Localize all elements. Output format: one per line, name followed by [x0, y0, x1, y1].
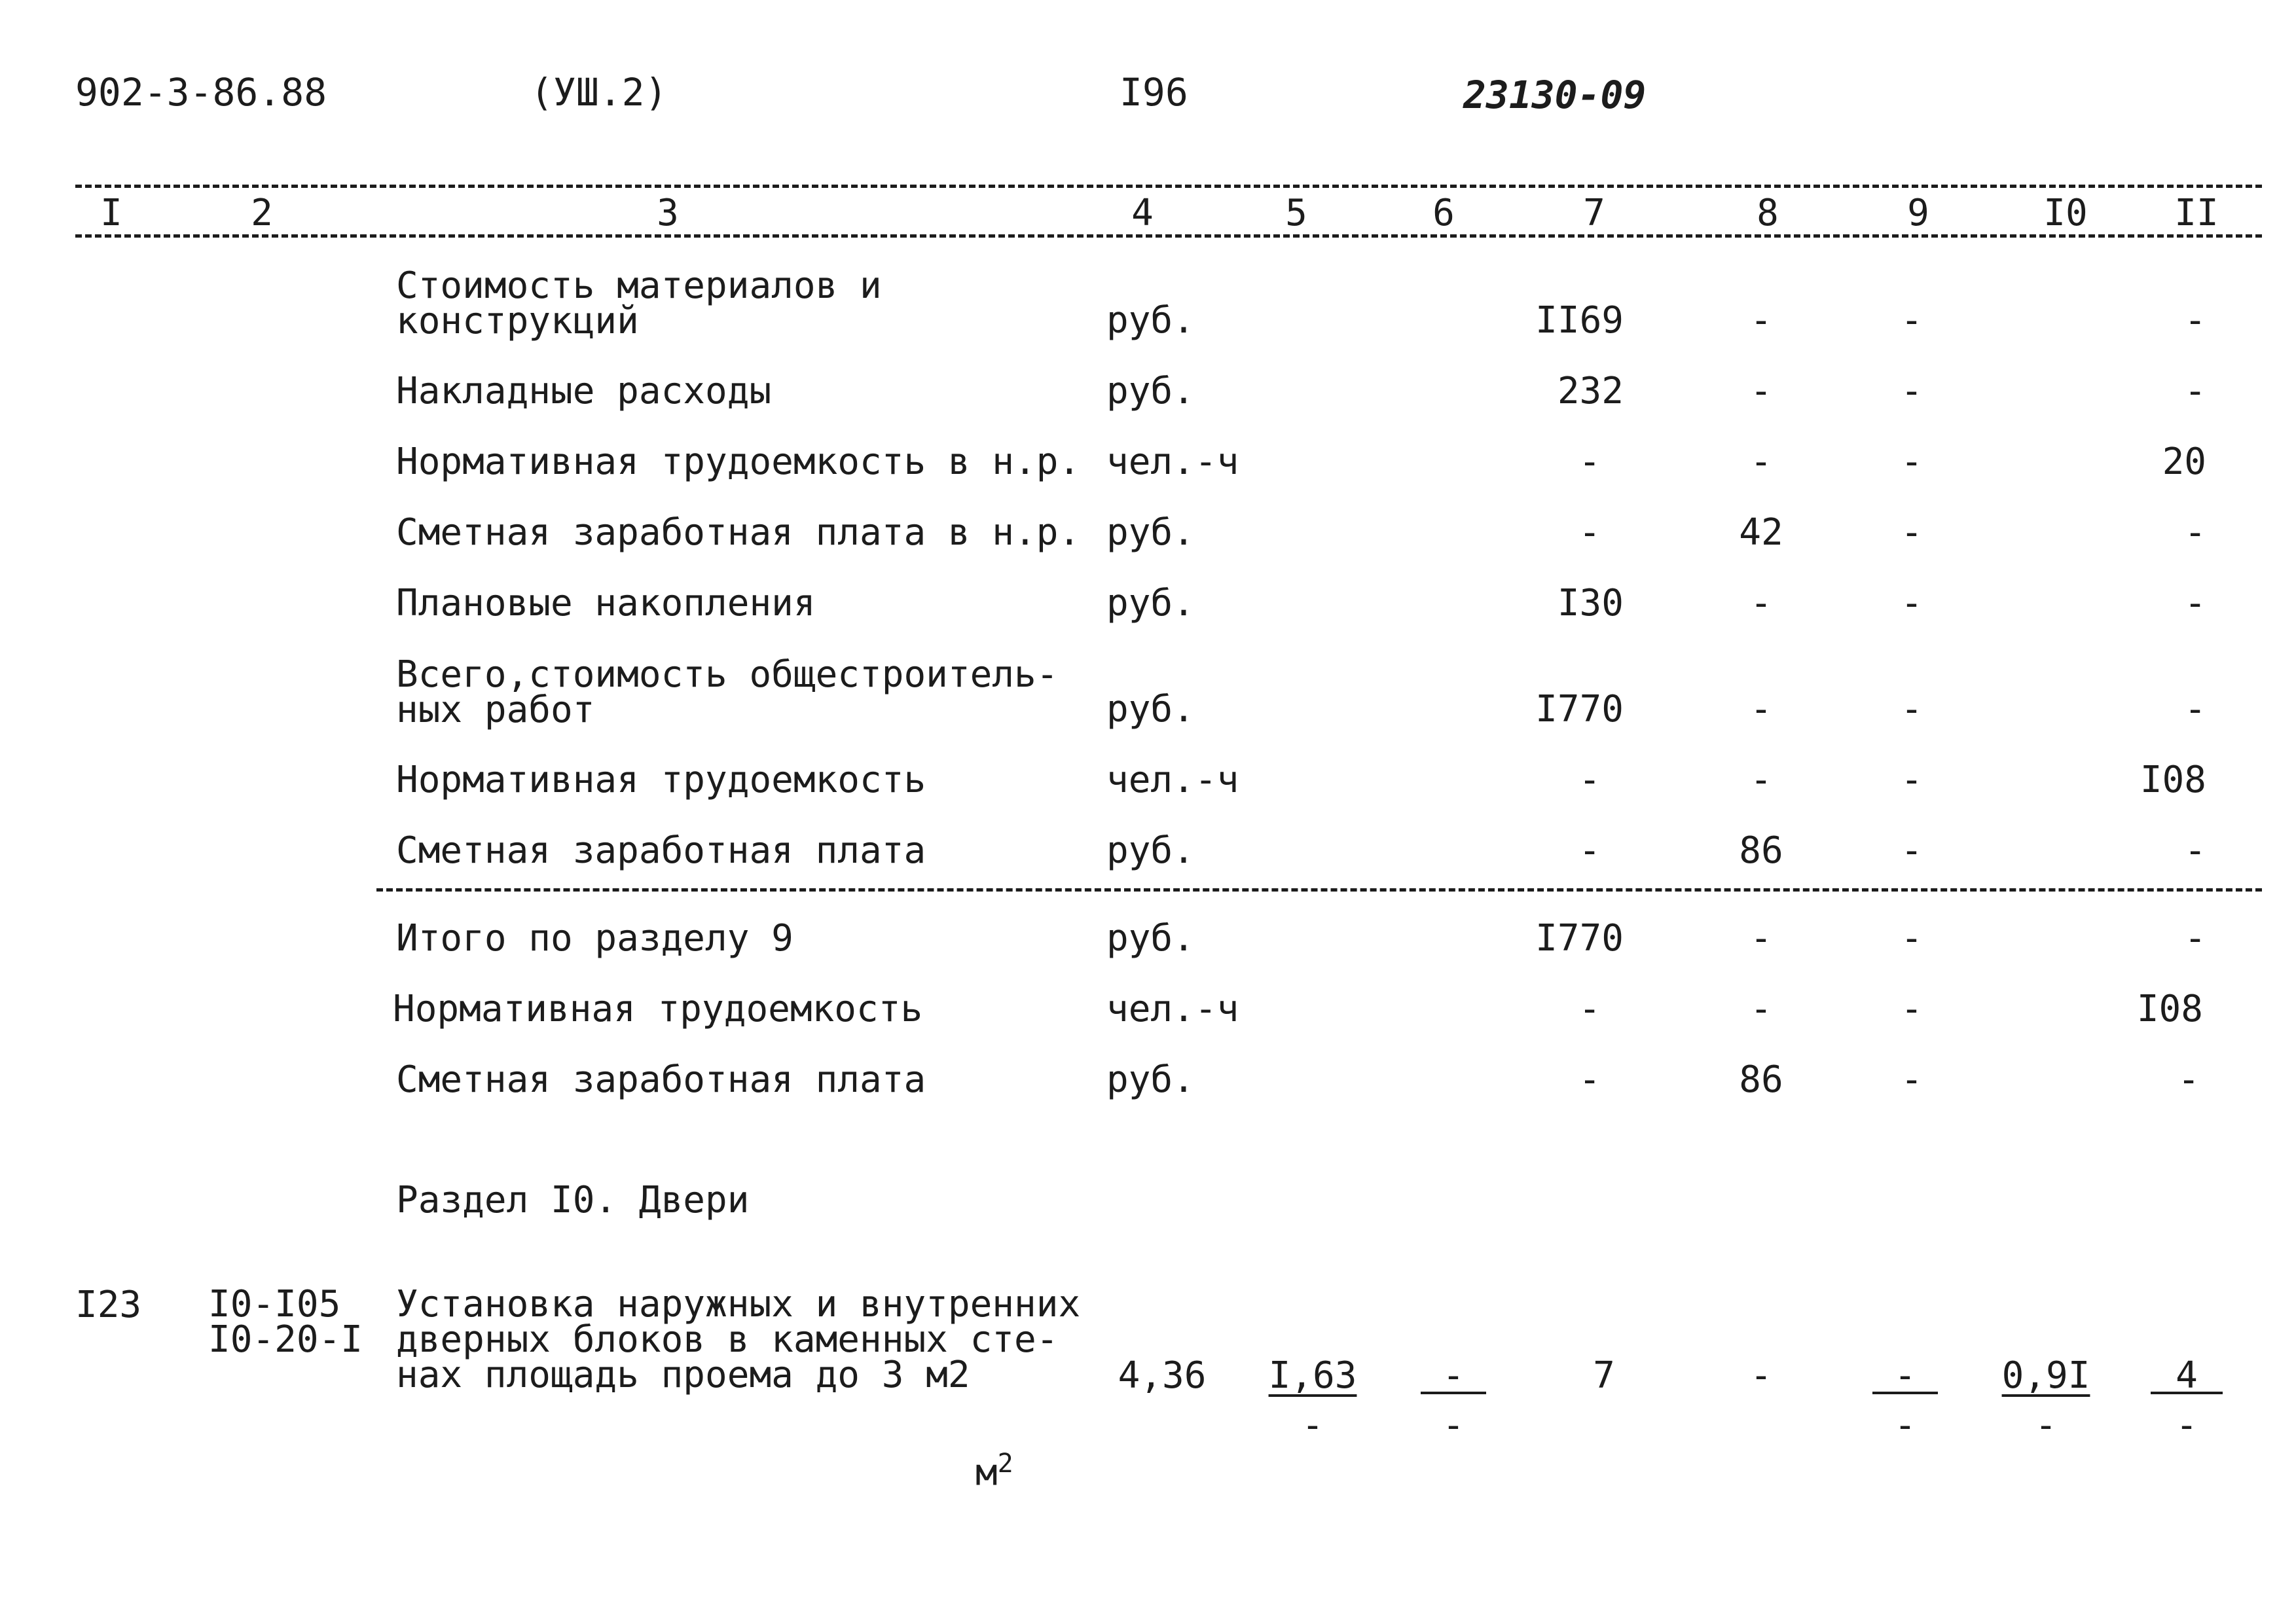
item-name: Установка наружных и внутренних дверных блоков в каменных сте- нах площадь проема до 3 м2: [396, 1283, 1081, 1396]
column-header: 7: [1583, 192, 1605, 234]
column-header: 6: [1432, 192, 1455, 234]
total-name: Итого по разделу 9: [396, 917, 793, 960]
item-c11-rule: [2151, 1392, 2223, 1394]
row-c11: -: [2184, 299, 2206, 342]
item-c6-rule: [1421, 1392, 1486, 1394]
total-c11: -: [2178, 1058, 2200, 1101]
row-c9: -: [1901, 511, 1923, 554]
row-c11: -: [2184, 511, 2206, 554]
total-c9: -: [1901, 988, 1923, 1030]
total-c8: -: [1750, 988, 1772, 1030]
total-c8: 86: [1739, 1058, 1783, 1101]
row-c7: -: [1578, 829, 1601, 872]
total-c7: -: [1578, 1058, 1601, 1101]
row-c11: -: [2184, 582, 2206, 624]
total-unit: руб.: [1106, 1058, 1195, 1101]
column-header: II: [2174, 192, 2219, 234]
item-unit-base: м: [975, 1451, 998, 1494]
total-c9: -: [1901, 917, 1923, 960]
row-c8: -: [1750, 370, 1772, 412]
column-header: I: [100, 192, 122, 234]
totals-separator: [376, 888, 2262, 892]
row-name: Нормативная трудоемкость в н.р.: [396, 441, 1081, 483]
total-c7: -: [1578, 988, 1601, 1030]
column-header: I0: [2043, 192, 2088, 234]
row-unit: руб.: [1106, 688, 1195, 731]
row-unit: чел.-ч: [1106, 759, 1239, 801]
row-c8: -: [1750, 688, 1772, 731]
page-number: I96: [1120, 70, 1188, 115]
row-c9: -: [1901, 299, 1923, 342]
row-name: Всего,стоимость общестроитель- ных работ: [396, 653, 1059, 731]
archive-stamp: 23130-09: [1463, 73, 1647, 117]
item-unit-exponent: 2: [997, 1449, 1013, 1479]
row-name: Накладные расходы: [396, 370, 772, 412]
row-c8: -: [1750, 582, 1772, 624]
total-c11: -: [2184, 917, 2206, 960]
row-c7: -: [1578, 441, 1601, 483]
item-c6-sub: -: [1442, 1404, 1465, 1447]
row-c8: 86: [1739, 829, 1783, 872]
item-c5-sub: -: [1302, 1404, 1324, 1447]
column-header: 8: [1757, 192, 1779, 234]
row-unit: чел.-ч: [1106, 441, 1239, 483]
row-c8: -: [1750, 441, 1772, 483]
item-c10: 0,9I: [2001, 1354, 2090, 1397]
row-c8: -: [1750, 299, 1772, 342]
row-c9: -: [1901, 370, 1923, 412]
item-unit: [887, 1414, 1013, 1528]
section-code: (УШ.2): [530, 70, 668, 115]
column-header: 5: [1285, 192, 1307, 234]
row-name: Сметная заработная плата в н.р.: [396, 511, 1081, 554]
item-c11-sub: -: [2176, 1404, 2198, 1447]
column-header: 3: [657, 192, 679, 234]
total-name: Сметная заработная плата: [396, 1058, 926, 1101]
row-name: Стоимость материалов и конструкций: [396, 264, 882, 342]
item-c7: 7: [1593, 1354, 1615, 1397]
row-c8: -: [1750, 759, 1772, 801]
total-name: Нормативная трудоемкость: [393, 988, 923, 1030]
row-c7: II69: [1535, 299, 1624, 342]
column-header: 2: [251, 192, 273, 234]
item-c8: -: [1750, 1354, 1772, 1397]
item-code: I0-I05 I0-20-I: [208, 1283, 363, 1361]
item-c9-sub: -: [1894, 1404, 1916, 1447]
row-c11: 20: [2162, 441, 2206, 483]
row-name: Плановые накопления: [396, 582, 816, 624]
row-unit: руб.: [1106, 299, 1195, 342]
row-c9: -: [1901, 441, 1923, 483]
header-top-rule: [75, 185, 2262, 188]
item-c11: 4: [2176, 1354, 2198, 1397]
row-unit: руб.: [1106, 511, 1195, 554]
row-c11: -: [2184, 688, 2206, 731]
column-header: 9: [1907, 192, 1929, 234]
row-c9: -: [1901, 582, 1923, 624]
row-unit: руб.: [1106, 582, 1195, 624]
row-c11: I08: [2140, 759, 2206, 801]
row-c8: 42: [1739, 511, 1783, 554]
row-c9: -: [1901, 688, 1923, 731]
row-c11: -: [2184, 370, 2206, 412]
row-unit: руб.: [1106, 370, 1195, 412]
row-c7: 232: [1557, 370, 1624, 412]
total-c9: -: [1901, 1058, 1923, 1101]
total-c8: -: [1750, 917, 1772, 960]
item-c9-rule: [1872, 1392, 1938, 1394]
item-c10-sub: -: [2035, 1404, 2057, 1447]
document-code: 902-3-86.88: [75, 70, 327, 115]
row-c7: -: [1578, 511, 1601, 554]
column-header: 4: [1131, 192, 1154, 234]
row-name: Нормативная трудоемкость: [396, 759, 926, 801]
item-c9: -: [1894, 1354, 1916, 1397]
item-number: I23: [75, 1284, 142, 1326]
row-c7: -: [1578, 759, 1601, 801]
total-unit: руб.: [1106, 917, 1195, 960]
item-c5: I,63: [1268, 1354, 1357, 1397]
row-c9: -: [1901, 759, 1923, 801]
item-c6: -: [1442, 1354, 1465, 1397]
section-title: Раздел I0. Двери: [396, 1179, 750, 1221]
row-c7: I770: [1535, 688, 1624, 731]
row-c9: -: [1901, 829, 1923, 872]
total-c11: I08: [2136, 988, 2203, 1030]
item-c4: 4,36: [1118, 1354, 1207, 1397]
row-c11: -: [2184, 829, 2206, 872]
row-unit: руб.: [1106, 829, 1195, 872]
row-name: Сметная заработная плата: [396, 829, 926, 872]
header-bottom-rule: [75, 234, 2262, 238]
total-c7: I770: [1535, 917, 1624, 960]
row-c7: I30: [1557, 582, 1624, 624]
total-unit: чел.-ч: [1106, 988, 1239, 1030]
